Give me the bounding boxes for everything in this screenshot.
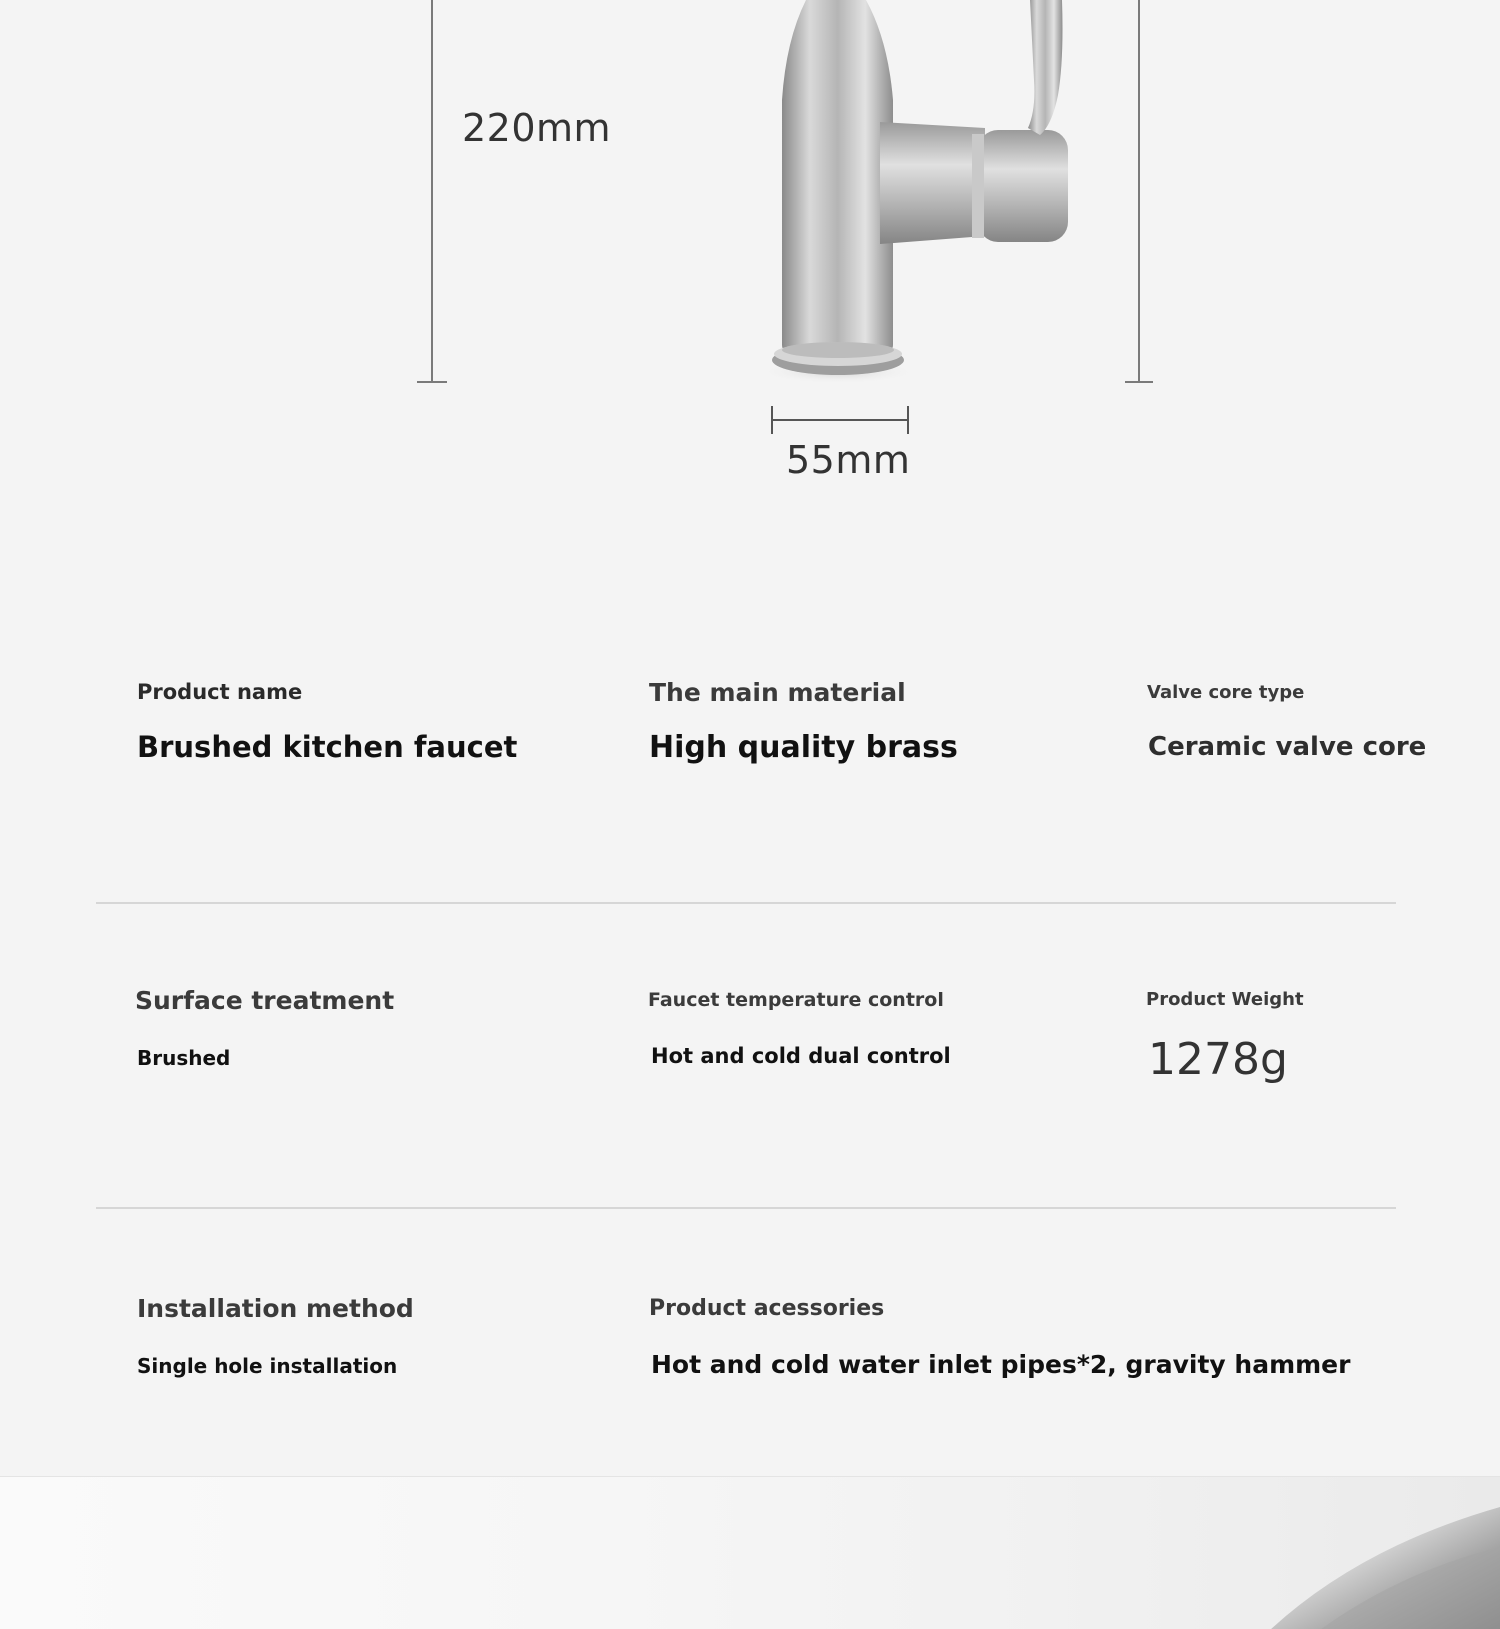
spout [1028, 0, 1063, 135]
product-accessories-value: Hot and cold water inlet pipes*2, gravity hammer [651, 1350, 1351, 1379]
main-material-value: High quality brass [649, 730, 958, 765]
bottom-image-panel [0, 1476, 1500, 1629]
product-weight-label: Product Weight [1146, 989, 1304, 1010]
dimension-diagram [0, 0, 1500, 520]
installation-method-value: Single hole installation [137, 1354, 398, 1378]
product-accessories-label: Product acessories [649, 1296, 885, 1321]
temperature-control-label: Faucet temperature control [648, 989, 944, 1011]
faucet-partial-illustration [0, 1477, 1500, 1629]
height-dimension-label: 220mm [462, 106, 612, 150]
handle-arm [880, 122, 985, 244]
handle [978, 130, 1068, 242]
temperature-control-value: Hot and cold dual control [651, 1044, 951, 1068]
main-material-label: The main material [649, 678, 906, 707]
installation-method-label: Installation method [137, 1294, 414, 1323]
valve-core-type-value: Ceramic valve core [1148, 732, 1427, 762]
width-dimension-label: 55mm [786, 438, 911, 482]
product-name-label: Product name [137, 680, 303, 704]
surface-treatment-label: Surface treatment [135, 986, 395, 1015]
product-weight-value: 1278g [1148, 1034, 1288, 1085]
product-name-value: Brushed kitchen faucet [137, 730, 518, 764]
faucet-illustration [0, 0, 1500, 520]
divider-2 [96, 1207, 1396, 1209]
valve-core-type-label: Valve core type [1147, 682, 1305, 703]
faucet-body [782, 0, 893, 365]
surface-treatment-value: Brushed [137, 1046, 231, 1070]
divider-1 [96, 902, 1396, 904]
